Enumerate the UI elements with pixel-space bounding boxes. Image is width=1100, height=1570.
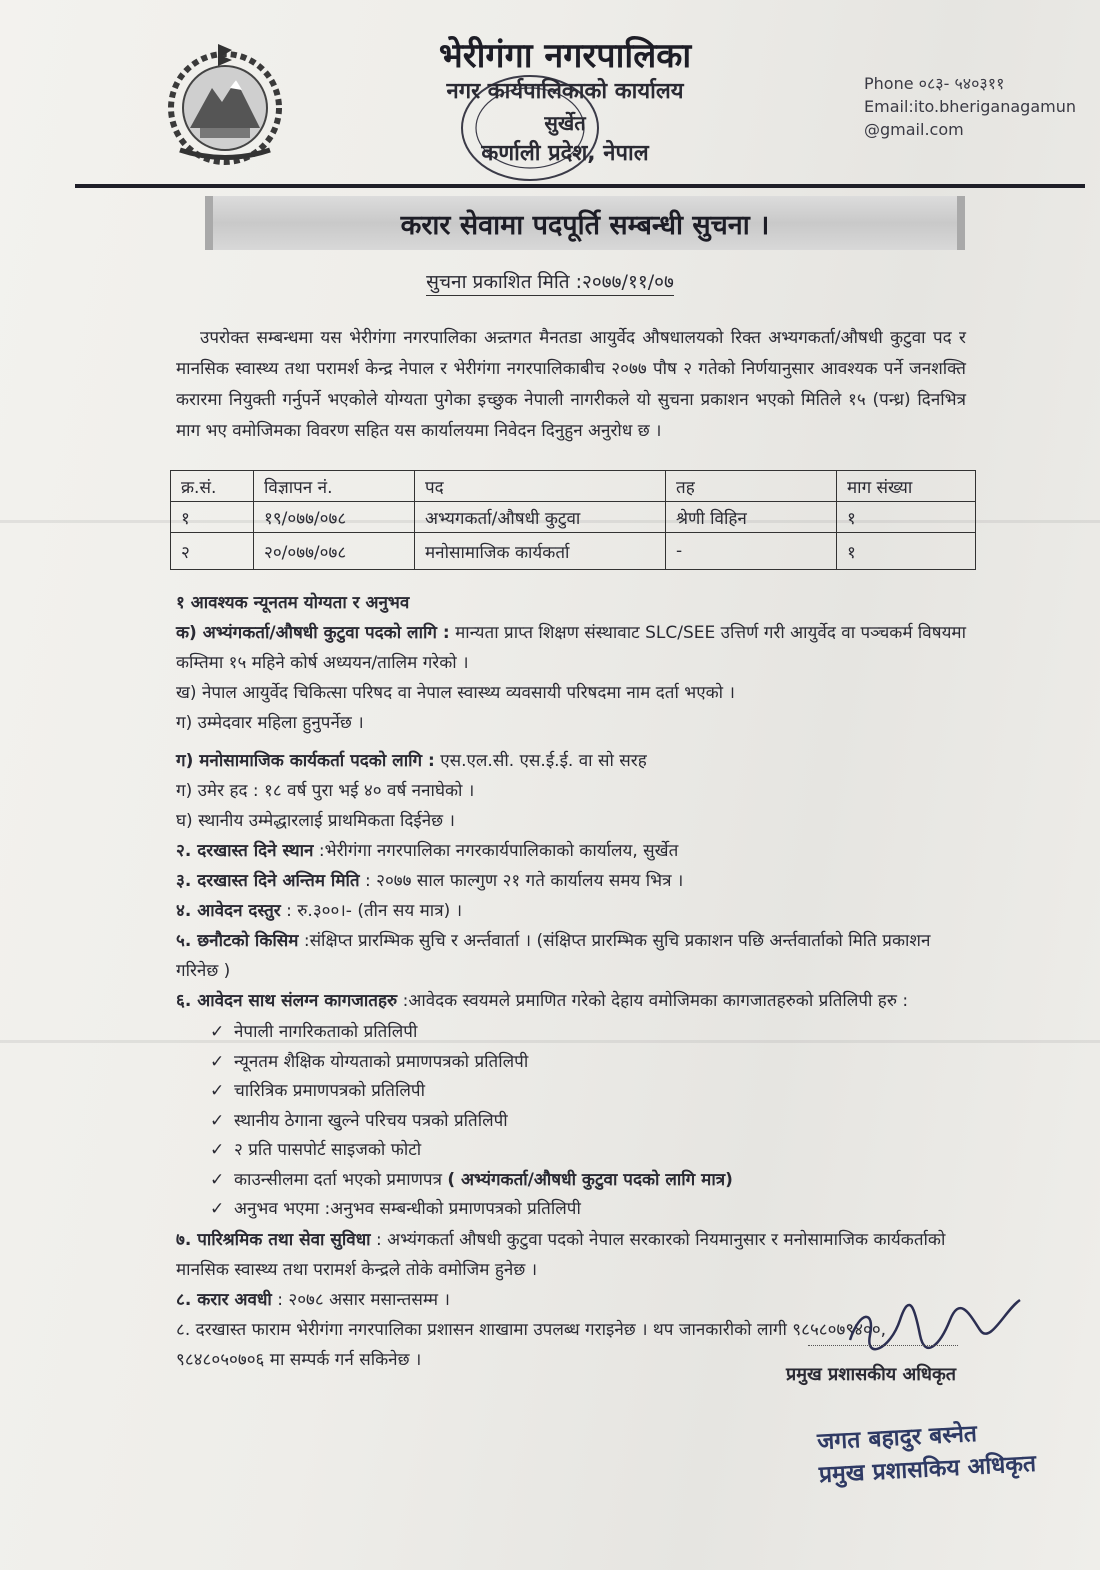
section-8-text: : २०७८ असार मसान्तसम्म । bbox=[271, 1289, 450, 1310]
email-text-cont: @gmail.com bbox=[864, 120, 964, 139]
qualification-a-text: मान्यता प्राप्त शिक्षण संस्थावाट SLC/SEE उत्तिर्ण गरी आयुर्वेद वा पञ्चकर्म विषयमा कम्तिमा १५ महिने कोर्ष अध्ययन/तालिम गरेको । bbox=[176, 623, 966, 673]
table-cell: श्रेणी विहिन bbox=[666, 502, 837, 533]
section-2-text: :भेरीगंगा नगरपालिका नगरकार्यपालिकाको कार्यालय, सुर्खेत bbox=[313, 841, 679, 861]
check-icon: ✓ bbox=[210, 1081, 225, 1101]
header-rule bbox=[75, 184, 1085, 188]
document-checklist bbox=[210, 1018, 968, 1225]
table-cell: अभ्यगकर्ता/औषधी कुटुवा bbox=[415, 502, 666, 533]
col-header-ad-no: विज्ञापन नं. bbox=[254, 471, 415, 502]
published-date-text: सुचना प्रकाशित मिति :२०७७/११/०७ bbox=[426, 271, 674, 296]
email-text: Email:ito.bheriganagamun bbox=[864, 97, 1076, 116]
vacancy-table bbox=[170, 470, 976, 570]
qualification-heading: १ आवश्यक न्यूनतम योग्यता र अनुभव bbox=[176, 593, 410, 613]
table-header-row bbox=[171, 471, 976, 502]
section-5 bbox=[176, 926, 968, 986]
office-province: कर्णाली प्रदेश, नेपाल bbox=[481, 141, 649, 166]
spacer bbox=[176, 738, 968, 746]
notice-title-banner bbox=[205, 196, 965, 250]
list-item bbox=[210, 1107, 968, 1137]
table-cell: १ bbox=[171, 502, 254, 533]
check-icon: ✓ bbox=[210, 1169, 225, 1190]
document-item: काउन्सीलमा दर्ता भएको प्रमाणपत्र bbox=[234, 1169, 448, 1190]
table-cell: मनोसामाजिक कार्यकर्ता bbox=[415, 533, 666, 570]
document-item: २ प्रति पासपोर्ट साइजको फोटो bbox=[234, 1140, 422, 1160]
intro-paragraph: उपरोक्त सम्बन्धमा यस भेरीगंगा नगरपालिका अन्र्तगत मैनतडा आयुर्वेद औषधालयको रिक्त अभ्यगकर्ता/औषधी कुटुवा पद र मानसिक स्वास्थ्य तथा परामर्श केन्द्र नेपाल र भेरीगंगा नगरपालिकाबीच २०७७ पौष २ गतेको निर्णयानुसार आवश्यक पर्ने जनशक्ति करारमा नियुक्ती गर्नुपर्ने भएकोले योग्यता पुगेका इच्छुक नेपाली नागरीकले यो सुचना प्रकाशन भएको मितिले १५ (पन्ध्र) दिनभित्र माग भए वमोजिमका विवरण सहित यस कार्यालयमा निवेदन दिनुहुन अनुरोध छ । bbox=[176, 328, 966, 441]
section-4 bbox=[176, 896, 968, 926]
section-6-text: :आवेदक स्वयमले प्रमाणित गरेको देहाय वमोजिमका कागजातहरुको प्रतिलिपी हरु : bbox=[397, 991, 909, 1011]
check-icon: ✓ bbox=[210, 1022, 225, 1042]
age-limit: ग) उमेर हद : १८ वर्ष पुरा भई ४० वर्ष ननाघेको । bbox=[176, 781, 475, 801]
nepal-emblem-icon bbox=[160, 40, 290, 170]
section-7-text: : अभ्यंगकर्ता औषधी कुटुवा पदको नेपाल सरकारको नियमानुसार र मनोसामाजिक कार्यकर्ताको मानसिक स्वास्थ्य तथा परामर्श केन्द्रले तोके वमोजिम हुनेछ । bbox=[176, 1229, 946, 1280]
list-item bbox=[210, 1048, 968, 1078]
section-2-label: २. दरखास्त दिने स्थान bbox=[176, 841, 314, 861]
notice-title: करार सेवामा पदपूर्ति सम्बन्धी सुचना । bbox=[400, 209, 770, 241]
qualification-ga: ग) उम्मेदवार महिला हुनुपर्नेछ । bbox=[176, 713, 364, 733]
check-icon: ✓ bbox=[210, 1140, 225, 1160]
section-3-label: ३. दरखास्त दिने अन्तिम मिति bbox=[176, 871, 360, 891]
table-row bbox=[171, 533, 976, 570]
check-icon: ✓ bbox=[210, 1051, 225, 1072]
qualification-a-label: क) अभ्यंगकर्ता/औषधी कुटुवा पदको लागि : bbox=[176, 623, 450, 643]
col-header-demand: माग संख्या bbox=[837, 471, 976, 502]
section-5-label: ५. छनौटको किसिम bbox=[176, 931, 299, 951]
qualification-b bbox=[176, 746, 968, 776]
section-4-text: : रु.३००।- (तीन सय मात्र) । bbox=[280, 901, 463, 921]
org-name: भेरीगंगा नगरपालिका bbox=[438, 36, 692, 76]
office-city: सुर्खेत bbox=[544, 111, 586, 135]
list-item bbox=[210, 1018, 968, 1048]
table-cell: २०/०७७/०७८ bbox=[254, 533, 415, 570]
col-header-level: तह bbox=[666, 471, 837, 502]
section-3 bbox=[176, 866, 968, 896]
office-name: नगर कार्यपालिकाको कार्यालय bbox=[446, 79, 684, 104]
section-7-label: ७. पारिश्रमिक तथा सेवा सुविधा bbox=[176, 1229, 371, 1250]
list-item bbox=[210, 1166, 968, 1196]
contact-block bbox=[864, 72, 1076, 141]
local-priority: घ) स्थानीय उम्मेद्धारलाई प्राथमिकता दिईनेछ । bbox=[176, 811, 455, 831]
section-9: ८. दरखास्त फाराम भेरीगंगा नगरपालिका प्रशासन शाखामा उपलब्ध गराइनेछ । थप जानकारीको लागी ९८५८०७९४००, ९८४८०५०७०६ मा सम्पर्क गर्न सकिनेछ । bbox=[176, 1319, 887, 1370]
table-row bbox=[171, 502, 976, 533]
col-header-sn: क्र.सं. bbox=[171, 471, 254, 502]
list-item bbox=[210, 1077, 968, 1107]
document-item: स्थानीय ठेगाना खुल्ने परिचय पत्रको प्रतिलिपी bbox=[234, 1110, 508, 1131]
signatory-title: प्रमुख प्रशासकीय अधिकृत bbox=[786, 1364, 957, 1385]
list-item bbox=[210, 1136, 968, 1166]
section-7 bbox=[176, 1225, 968, 1285]
qualification-b-label: ग) मनोसामाजिक कार्यकर्ता पदको लागि : bbox=[176, 751, 435, 771]
section-6 bbox=[176, 986, 968, 1016]
table-cell: १ bbox=[837, 502, 976, 533]
table-cell: २ bbox=[171, 533, 254, 570]
col-header-post: पद bbox=[415, 471, 666, 502]
section-2 bbox=[176, 836, 968, 866]
document-item: नेपाली नागरिकताको प्रतिलिपी bbox=[234, 1022, 418, 1042]
section-3-text: : २०७७ साल फाल्गुण २१ गते कार्यालय समय भित्र । bbox=[359, 871, 684, 891]
table-cell: १९/०७७/०७८ bbox=[254, 502, 415, 533]
phone-text: Phone ०८३- ५४०३११ bbox=[864, 74, 1005, 93]
stamp-title: प्रमुख प्रशासकिय अधिकृत bbox=[818, 1450, 1037, 1489]
document-item: अनुभव भएमा :अनुभव सम्बन्धीको प्रमाणपत्रको प्रतिलिपी bbox=[234, 1199, 581, 1219]
section-8-label: ८. करार अवधी bbox=[176, 1289, 272, 1310]
published-date bbox=[0, 268, 1100, 294]
section-4-label: ४. आवेदन दस्तुर bbox=[176, 901, 281, 921]
section-5-text: :संक्षिप्त प्रारम्भिक सुचि र अर्न्तवार्ता । (संक्षिप्त प्रारम्भिक सुचि प्रकाशन पछि अर्न्तवार्ताको मिति प्रकाशन गरिनेछ ) bbox=[176, 931, 931, 981]
check-icon: ✓ bbox=[210, 1110, 225, 1131]
list-item bbox=[210, 1195, 968, 1225]
signature-line bbox=[808, 1345, 958, 1346]
document-item: चारित्रिक प्रमाणपत्रको प्रतिलिपी bbox=[234, 1081, 425, 1101]
org-header bbox=[330, 36, 800, 170]
qualification-kha: ख) नेपाल आयुर्वेद चिकित्सा परिषद वा नेपाल स्वास्थ्य व्यवसायी परिषदमा नाम दर्ता भएको । bbox=[176, 683, 735, 703]
stamp-name: जगत बहादुर बस्नेत bbox=[816, 1420, 978, 1456]
notice-body bbox=[176, 588, 968, 1375]
document-item-note: ( अभ्यंगकर्ता/औषधी कुटुवा पदको लागि मात्र) bbox=[447, 1169, 733, 1190]
table-cell: १ bbox=[837, 533, 976, 570]
check-icon: ✓ bbox=[210, 1199, 225, 1219]
name-stamp bbox=[816, 1414, 1059, 1492]
qualification-b-text: एस.एल.सी. एस.ई.ई. वा सो सरह bbox=[434, 751, 647, 771]
table-cell: - bbox=[666, 533, 837, 570]
qualification-a bbox=[176, 618, 968, 678]
document-item: न्यूनतम शैक्षिक योग्यताको प्रमाणपत्रको प्रतिलिपी bbox=[234, 1051, 529, 1072]
signature-image bbox=[830, 1290, 1030, 1360]
section-6-label: ६. आवेदन साथ संलग्न कागजातहरु bbox=[176, 991, 398, 1011]
